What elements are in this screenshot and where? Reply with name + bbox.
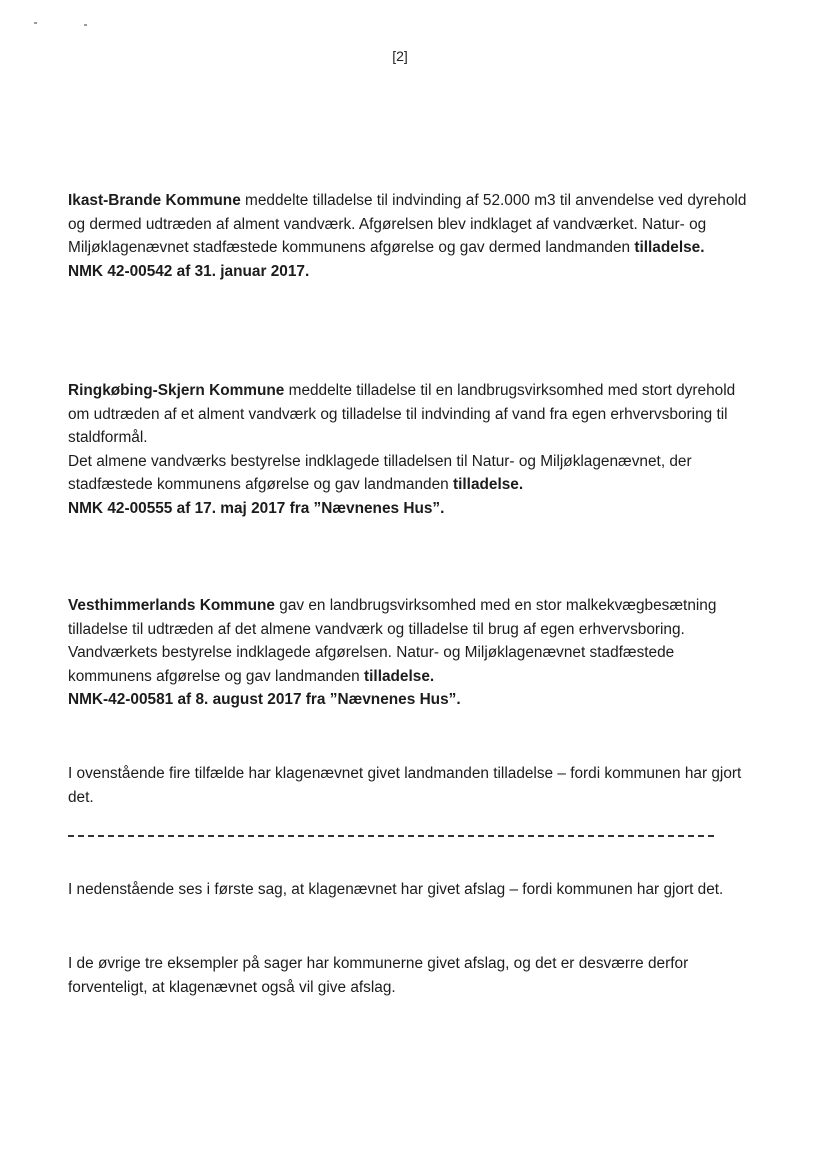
afslag-intro-paragraph: I nedenstående ses i første sag, at klagenævnet har givet afslag – fordi kommunen har gjort det. <box>68 881 724 898</box>
page-number: [2] <box>392 48 408 64</box>
case-text: Vesthimmerlands Kommune gav en landbrugsvirksomhed med en stor malkekvægbesætning tilladelse til udtræden af det almene vandværk og tilladelse til brug af egen erhvervsboring. <box>68 597 717 638</box>
municipality-name: Ikast-Brande Kommune <box>68 192 241 209</box>
municipality-name: Ringkøbing-Skjern Kommune <box>68 382 285 399</box>
case-text: Vandværkets bestyrelse indklagede afgørelsen. Natur- og Miljøklagenævnet stadfæstede kommunens afgørelse og gav landmanden tilladelse. <box>68 644 675 685</box>
scan-speck <box>84 24 87 26</box>
afslag-examples-paragraph: I de øvrige tre eksempler på sager har kommunerne givet afslag, og det er desværre derfor forventeligt, at klagenævnet også vil give afslag. <box>68 955 689 996</box>
case-text: Ringkøbing-Skjern Kommune meddelte tilladelse til en landbrugsvirksomhed med stort dyrehold om udtræden af et alment vandværk og tilladelse til indvinding af vand fra egen erhvervsboring til staldformål. <box>68 382 736 446</box>
municipality-name: Vesthimmerlands Kommune <box>68 597 275 614</box>
case-reference: NMK-42-00581 af 8. august 2017 fra ”Nævnenes Hus”. <box>68 691 461 708</box>
case-ikast-brande <box>68 189 748 283</box>
case-text: Ikast-Brande Kommune meddelte tilladelse til indvinding af 52.000 m3 til anvendelse ved dyrehold og dermed udtræden af alment vandværk. Afgørelsen blev indklaget af vandværket. Natur- og Miljøklagenævnet stadfæstede kommunens afgørelse og gav dermed landmanden tilladelse. <box>68 192 747 256</box>
case-text: Det almene vandværks bestyrelse indklagede tilladelsen til Natur- og Miljøklagenævnet, der stadfæstede kommunens afgørelse og gav landmanden tilladelse. <box>68 452 692 493</box>
dashed-divider <box>68 835 714 837</box>
case-vesthimmerlands <box>68 594 748 712</box>
summary-paragraph: I ovenstående fire tilfælde har klagenævnet givet landmanden tilladelse – fordi kommunen har gjort det. <box>68 765 742 806</box>
case-reference: NMK 42-00542 af 31. januar 2017. <box>68 262 310 280</box>
scan-speck <box>34 22 37 24</box>
case-reference: NMK 42-00555 af 17. maj 2017 fra ”Nævnenes Hus”. <box>68 499 445 517</box>
case-ringkobing-skjern <box>68 379 748 520</box>
